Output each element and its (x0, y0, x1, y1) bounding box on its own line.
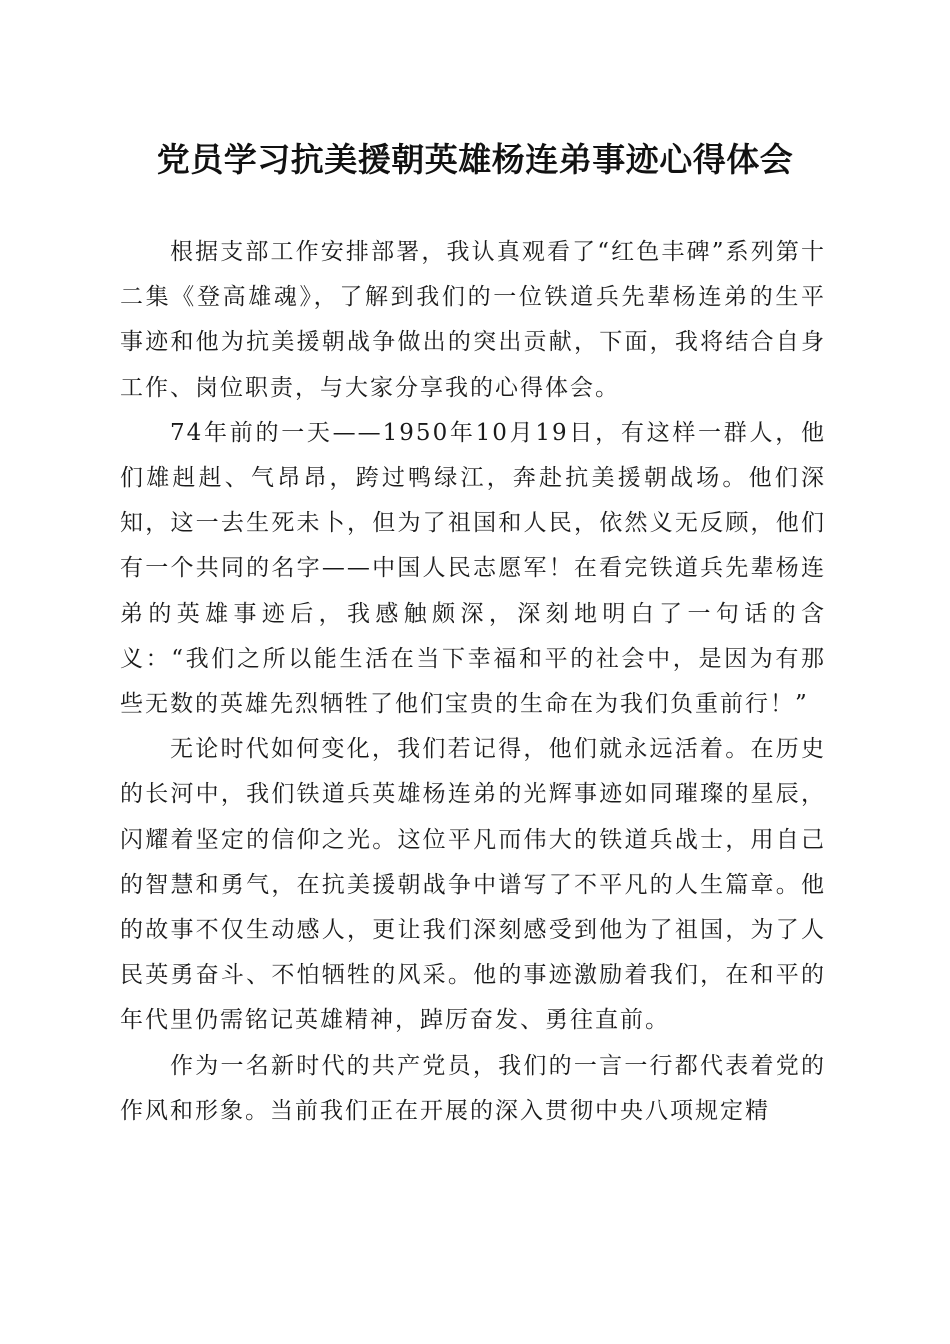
paragraph: 作为一名新时代的共产党员，我们的一言一行都代表着党的作风和形象。当前我们正在开展的深入贯彻中央八项规定精 (120, 1052, 826, 1124)
paragraph: 74年前的一天——1950年10月19日，有这样一群人，他们雄赳赳、气昂昂，跨过鸭绿江，奔赴抗美援朝战场。他们深知，这一去生死未卜，但为了祖国和人民，依然义无反顾，他们有一个共同的名字——中国人民志愿军！在看完铁道兵先辈杨连弟的英雄事迹后，我感触颇深，深刻地明白了一句话的含义：“我们之所以能生活在当下幸福和平的社会中，是因为有那些无数的英雄先烈牺牲了他们宝贵的生命在为我们负重前行！” (120, 419, 826, 718)
document-title: 党员学习抗美援朝英雄杨连弟事迹心得体会 (156, 140, 794, 179)
paragraph: 无论时代如何变化，我们若记得，他们就永远活着。在历史的长河中，我们铁道兵英雄杨连弟的光辉事迹如同璀璨的星辰，闪耀着坚定的信仰之光。这位平凡而伟大的铁道兵战士，用自己的智慧和勇气，在抗美援朝战争中谱写了不平凡的人生篇章。他的故事不仅生动感人，更让我们深刻感受到他为了祖国，为了人民英勇奋斗、不怕牺牲的风采。他的事迹激励着我们，在和平的年代里仍需铭记英雄精神，踔厉奋发、勇往直前。 (120, 736, 826, 1034)
paragraph: 根据支部工作安排部署，我认真观看了“红色丰碑”系列第十二集《登高雄魂》，了解到我们的一位铁道兵先辈杨连弟的生平事迹和他为抗美援朝战争做出的突出贡献，下面，我将结合自身工作、岗位职责，与大家分享我的心得体会。 (120, 239, 826, 401)
document-body (120, 230, 826, 1134)
